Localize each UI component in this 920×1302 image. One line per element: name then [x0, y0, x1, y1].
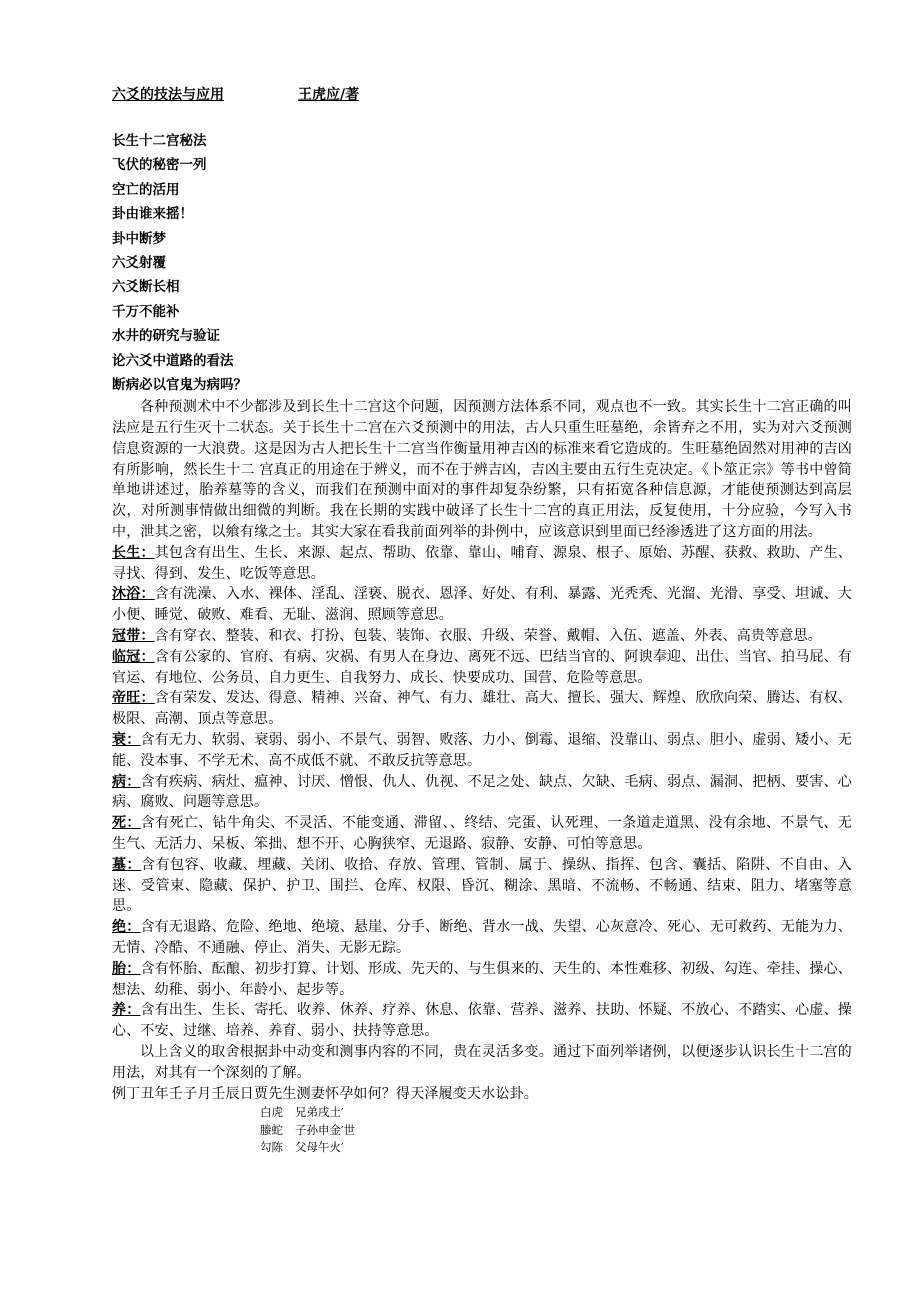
toc-item: 空亡的活用 — [112, 181, 180, 198]
term-entry-jue — [112, 917, 852, 959]
term-entry-muyu — [112, 584, 852, 626]
term-desc: 其包含有出生、生长、来源、起点、帮助、依靠、靠山、哺育、源泉、根子、原始、苏醒、获救、救助、产生、寻找、得到、发生、吃饭等意思。 — [112, 544, 852, 582]
intro-paragraph: 各种预测术中不少都涉及到长生十二宫这个问题，因预测方法体系不同，观点也不一致。其实长生十二宫正确的叫法应是五行生灭十二状态。关于长生十二宫在六爻预测中的用法，古人只重生旺墓绝，余皆弃之不用，实为对六爻预测信息资源的一大浪费。这是因为古人把长生十二宫当作衡量用神吉凶的标准来看它造成的。生旺墓绝固然对用神的吉凶有所影响，然长生十二 宫真正的用途在于辨义，而不在于辨吉凶，吉凶主要由五行生克决定。《卜筮正宗》等书中曾简单地讲述过，胎养墓等的含义，而我们在预测中面对的事件却复杂纷繁，只有拓宽各种信息源，才能使预测达到高层次，对所测事情做出细微的判断。我在长期的实践中破译了长生十二宫的真正用法，反复使用，十分应验，今写入书中，泄其之密，以飨有缘之士。其实大家在看我前面列举的卦例中，应该意识到里面已经渗透进了这方面的用法。 — [112, 399, 852, 541]
term-name: 死： — [112, 815, 141, 832]
toc-item: 论六爻中道路的看法 — [112, 352, 234, 369]
term-name: 沐浴： — [112, 586, 155, 603]
toc-item: 飞伏的秘密一列 — [112, 157, 207, 174]
term-entry-changsheng — [112, 543, 852, 585]
hexagram-line — [260, 1104, 852, 1122]
line-relation: 父母午火′ — [295, 1140, 344, 1155]
term-name: 衰： — [112, 732, 141, 749]
document-page — [112, 85, 852, 1157]
term-name: 长生： — [112, 544, 155, 561]
term-entry-yang — [112, 1000, 852, 1042]
term-entry-si — [112, 813, 852, 855]
term-desc: 含有洗澡、入水、裸体、淫乱、淫亵、脱衣、恩泽、好处、有利、暴露、光秃秃、光溜、光滑、享受、坦诚、大小便、睡觉、破败、难看、无耻、滋润、照顾等意思。 — [112, 586, 852, 624]
toc-item: 六爻断长相 — [112, 279, 180, 296]
table-of-contents — [112, 129, 852, 397]
term-desc: 含有无力、软弱、衰弱、弱小、不景气、弱智、败落、力小、倒霉、退缩、没靠山、弱点、胆小、虚弱、矮小、无能、没本事、不学无术、高不成低不就、不敢反抗等意思。 — [112, 732, 852, 769]
hexagram-line — [260, 1122, 852, 1140]
term-desc: 含有公家的、官府、有病、灾祸、有男人在身边、离死不远、巴结当官的、阿谀奉迎、出仕、当官、拍马屁、有官运、有地位、公务员、自力更生、自我努力、成长、快要成功、国营、危险等意思。 — [112, 648, 852, 686]
term-name: 帝旺： — [112, 690, 155, 707]
six-god: 白虎 — [260, 1105, 283, 1120]
toc-item: 水井的研究与验证 — [112, 328, 220, 345]
term-entry-shuai — [112, 730, 852, 772]
toc-item: 千万不能补 — [112, 303, 180, 320]
term-desc: 含有荣发、发达、得意、精神、兴奋、神气、有力、雄壮、高大、擅长、强大、辉煌、欣欣向荣、腾达、有权、极限、高潮、顶点等意思。 — [112, 690, 852, 728]
toc-item: 断病必以官鬼为病吗？ — [112, 376, 247, 393]
book-title: 六爻的技法与应用 — [112, 87, 224, 103]
term-entry-bing — [112, 772, 852, 814]
term-name: 临冠： — [112, 648, 155, 665]
toc-item: 六爻射覆 — [112, 254, 166, 271]
term-entry-guandai — [112, 626, 852, 647]
term-desc: 含有包容、收藏、埋藏、关闭、收拾、存放、管理、管制、属于、操纵、指挥、包含、囊括、陷阱、不自由、入迷、受管束、隐藏、保护、护卫、围拦、仓库、权限、昏沉、糊涂、黑暗、不流畅、不畅通、结束、阻力、堵塞等意思。 — [112, 856, 853, 915]
term-entry-diwang — [112, 688, 852, 730]
term-desc: 含有疾病、病灶、瘟神、讨厌、憎恨、仇人、仇视、不足之处、缺点、欠缺、毛病、弱点、漏洞、把柄、要害、心病、腐败、问题等意思。 — [112, 773, 852, 811]
closing-paragraph: 以上含义的取舍根据卦中动变和测事内容的不同，贵在灵活多变。通过下面列举诸例，以便逐步认识长生十二宫的用法，对其有一个深刻的了解。 — [112, 1044, 852, 1081]
toc-item: 卦中断梦 — [112, 230, 166, 247]
term-entry-tai — [112, 959, 852, 1001]
term-desc: 含有死亡、钻牛角尖、不灵活、不能变通、滞留、、终结、完蛋、认死理、一条道走道黑、没有余地、不景气、无生气、无活力、呆板、笨拙、想不开、心胸狭窄、无退路、寂静、安静、可怕等意思。 — [112, 815, 853, 853]
term-name: 墓： — [112, 856, 142, 873]
toc-item: 长生十二宫秘法 — [112, 133, 207, 149]
term-desc: 含有无退路、危险、绝地、绝境、悬崖、分手、断绝、背水一战、失望、心灰意冷、死心、无可救药、无能为力、无情、冷酷、不通融、停止、消失、无影无踪。 — [112, 919, 852, 957]
term-desc: 含有穿衣、整装、和衣、打扮、包装、装饰、衣服、升级、荣誉、戴帽、入伍、遮盖、外表、高贵等意思。 — [154, 628, 823, 645]
line-relation: 子孙申金′世 — [295, 1122, 356, 1137]
term-name: 养： — [112, 1002, 141, 1019]
six-god: 螣蛇 — [260, 1122, 283, 1137]
book-author: 王虎应/著 — [298, 87, 360, 103]
term-entry-mu — [112, 855, 852, 917]
line-relation: 兄弟戌土′ — [295, 1105, 344, 1120]
document-header — [112, 85, 852, 105]
toc-item: 卦由谁来摇！ — [112, 206, 193, 223]
term-desc: 含有怀胎、酝酿、初步打算、计划、形成、先天的、与生俱来的、天生的、本性难移、初级、勾连、牵挂、操心、想法、幼稚、弱小、年龄小、起步等。 — [112, 960, 852, 998]
term-desc: 含有出生、生长、寄托、收养、休养、疗养、休息、依靠、营养、滋养、扶助、怀疑、不放心、不踏实、心虚、操心、不安、过继、培养、养育、弱小、扶持等意思。 — [112, 1002, 852, 1040]
term-name: 冠带： — [112, 628, 155, 645]
term-name: 胎： — [112, 960, 141, 977]
hexagram-line — [260, 1139, 852, 1157]
six-god: 勾陈 — [260, 1140, 283, 1155]
term-entry-linguan — [112, 647, 852, 689]
example-line: 例丁丑年壬子月壬辰日贾先生测妻怀孕如何？得天泽履变天水讼卦。 — [112, 1085, 538, 1102]
term-name: 绝： — [112, 919, 141, 936]
term-name: 病： — [112, 773, 141, 790]
hexagram-lines — [112, 1104, 852, 1157]
